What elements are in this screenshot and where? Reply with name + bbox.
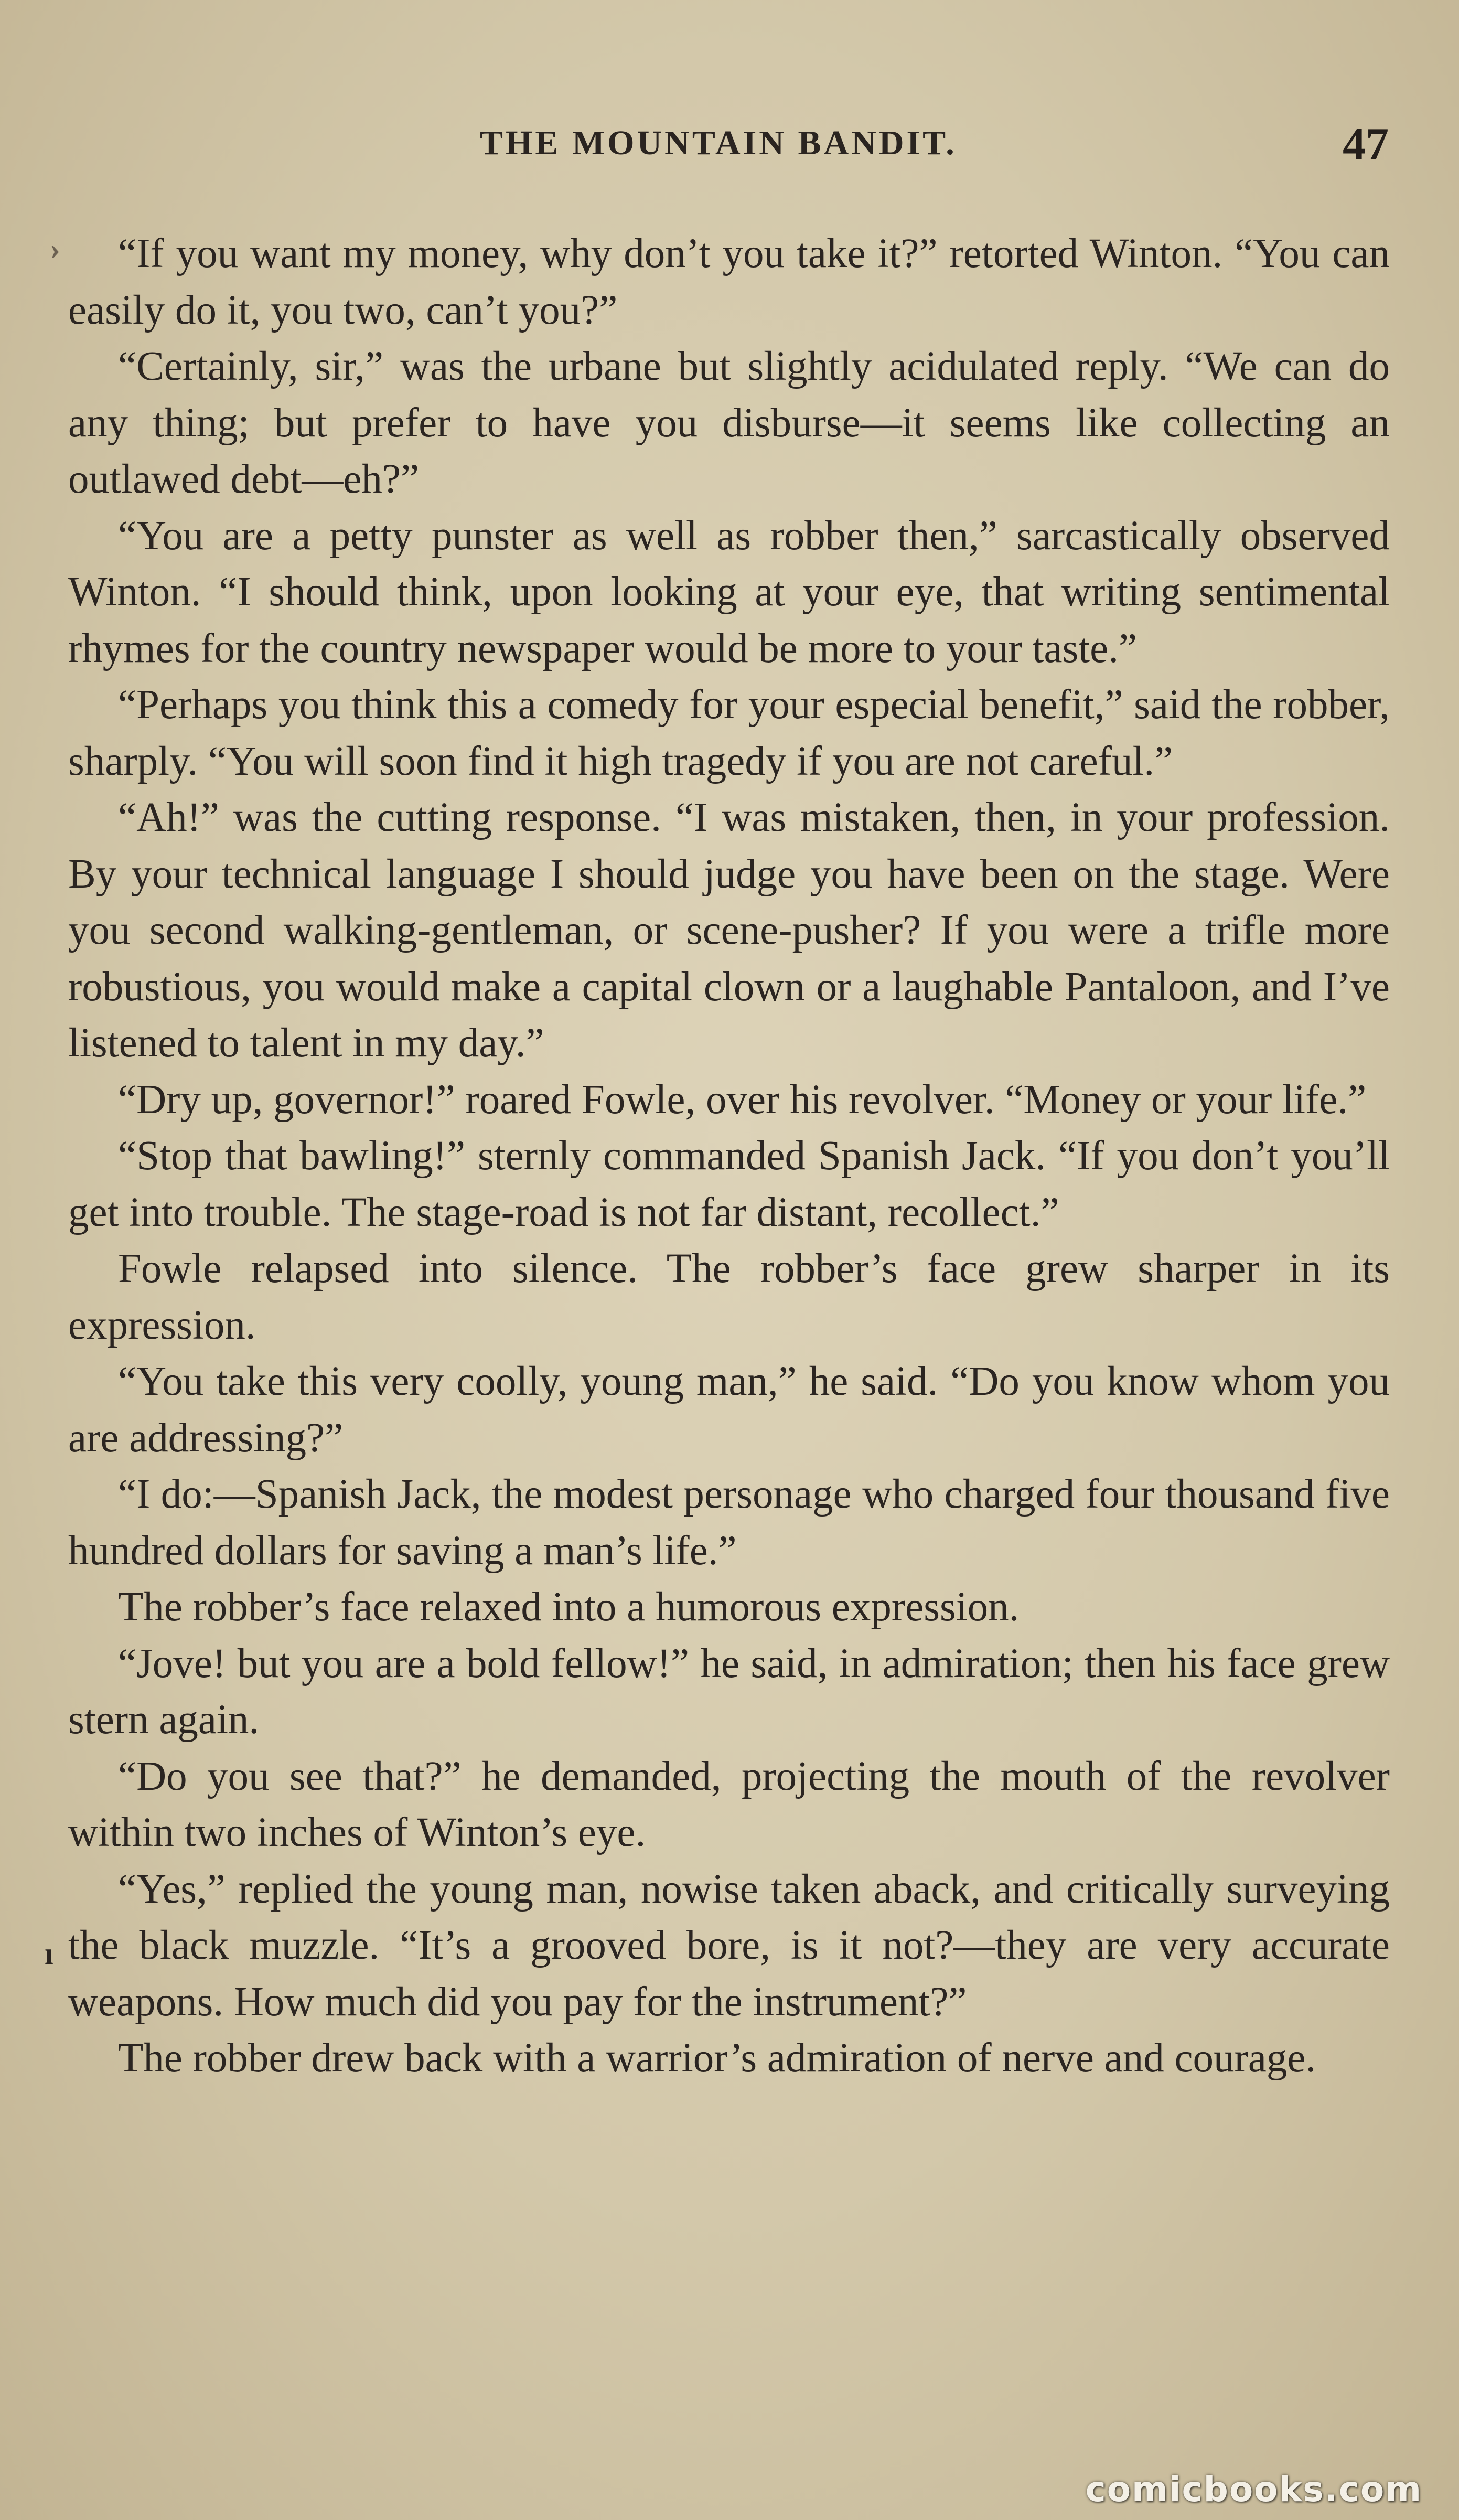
body-text	[68, 226, 1390, 2087]
paragraph: The robber’s face relaxed into a humorous expression.	[118, 1584, 1020, 1630]
paragraph: “Perhaps you think this a comedy for your especial benefit,” said the robber, sharply. “You will soon find it high tragedy if you are not careful.”	[68, 682, 1390, 784]
paragraph: “Stop that bawling!” sternly commanded Spanish Jack. “If you don’t you’ll get into trouble. The stage-road is not far distant, recollect.”	[68, 1133, 1390, 1235]
margin-mark: ›	[50, 231, 60, 266]
paragraph: “Jove! but you are a bold fellow!” he said, in admiration; then his face grew stern again.	[68, 1640, 1390, 1743]
watermark: comicbooks.com	[1085, 2469, 1422, 2510]
paragraph: “You take this very coolly, young man,” he said. “Do you know whom you are addressing?”	[68, 1359, 1390, 1461]
paragraph: “Ah!” was the cutting response. “I was mistaken, then, in your profession. By your technical language I should judge you have been on the stage. Were you second walking-gentleman, or scene-pusher? If you were a trifle more robustious, you would make a capital clown or a laughable Pantaloon, and I’ve listened to talent in my day.”	[68, 795, 1390, 1066]
paragraph: The robber drew back with a warrior’s admiration of nerve and courage.	[118, 2035, 1316, 2081]
page-header	[0, 119, 1459, 186]
paragraph: “If you want my money, why don’t you take it?” retorted Winton. “You can easily do it, you two, can’t you?”	[68, 231, 1390, 333]
paragraph: “Do you see that?” he demanded, projecting the mouth of the revolver within two inches of Winton’s eye.	[68, 1753, 1390, 1855]
paragraph: “Certainly, sir,” was the urbane but slightly acidulated reply. “We can do any thing; but prefer to have you disburse—it seems like collecting an outlawed debt—eh?”	[68, 344, 1390, 502]
running-title: THE MOUNTAIN BANDIT.	[480, 124, 957, 162]
paragraph: “I do:—Spanish Jack, the modest personage who charged four thousand five hundred dollars for saving a man’s life.”	[68, 1471, 1390, 1574]
paragraph: Fowle relapsed into silence. The robber’s face grew sharper in its expression.	[68, 1246, 1390, 1348]
paragraph: “You are a petty punster as well as robber then,” sarcastically observed Winton. “I should think, upon looking at your eye, that writing sentimental rhymes for the country newspaper would be more to your taste.”	[68, 512, 1390, 671]
page-number: 47	[1343, 119, 1389, 170]
paragraph: “Yes,” replied the young man, nowise taken aback, and critically surveying the black muzzle. “It’s a grooved bore, is it not?—they are very accurate weapons. How much did you pay for the instrument?”	[68, 1866, 1390, 2025]
margin-mark: ı	[45, 1936, 53, 1971]
paragraph: “Dry up, governor!” roared Fowle, over his revolver. “Money or your life.”	[118, 1076, 1367, 1123]
